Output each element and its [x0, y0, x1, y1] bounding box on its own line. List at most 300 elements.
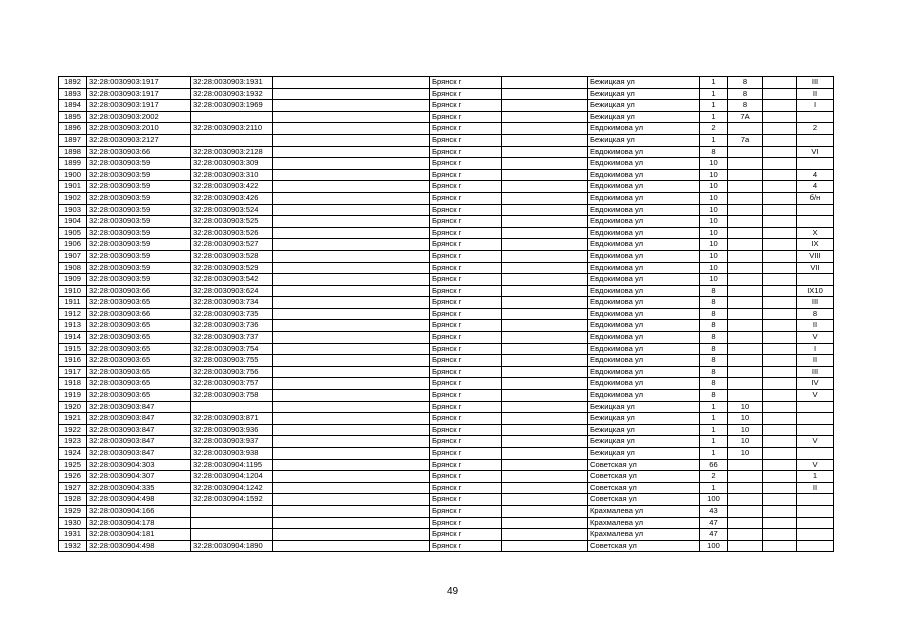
object-cadastral-number-cell: 32:28:0030903:754 [191, 343, 273, 355]
city-cell: Брянск г [430, 494, 502, 506]
premises-number-cell: V [797, 332, 834, 344]
city-cell: Брянск г [430, 239, 502, 251]
building-number-cell: 10 [728, 424, 763, 436]
city-cell: Брянск г [430, 181, 502, 193]
table-row [59, 390, 834, 402]
table-row [59, 343, 834, 355]
table-row [59, 285, 834, 297]
blank-column-cell [273, 366, 430, 378]
premises-number-cell [797, 494, 834, 506]
city-cell: Брянск г [430, 297, 502, 309]
street-cell: Евдокимова ул [588, 181, 700, 193]
building-number-cell [728, 274, 763, 286]
house-number-cell: 10 [700, 227, 728, 239]
building-number-cell [728, 529, 763, 541]
street-cell: Советская ул [588, 494, 700, 506]
blank-column-2-cell [502, 239, 588, 251]
house-number-cell: 2 [700, 123, 728, 135]
table-row [59, 77, 834, 89]
city-cell: Брянск г [430, 216, 502, 228]
table-row [59, 297, 834, 309]
row-number-cell: 1916 [59, 355, 87, 367]
blank-column-2-cell [502, 158, 588, 170]
building-number-cell [728, 123, 763, 135]
city-cell: Брянск г [430, 204, 502, 216]
premises-number-cell: V [797, 390, 834, 402]
house-number-cell: 1 [700, 413, 728, 425]
cadastral-number-cell: 32:28:0030903:847 [87, 401, 191, 413]
blank-column-2-cell [502, 494, 588, 506]
row-number-cell: 1898 [59, 146, 87, 158]
cadastral-number-cell: 32:28:0030903:65 [87, 343, 191, 355]
premises-number-cell: II [797, 482, 834, 494]
blank-column-2-cell [502, 529, 588, 541]
blank-column-cell [273, 216, 430, 228]
city-cell: Брянск г [430, 436, 502, 448]
blank-column-3-cell [763, 355, 797, 367]
premises-number-cell: II [797, 88, 834, 100]
premises-number-cell: 4 [797, 169, 834, 181]
blank-column-2-cell [502, 390, 588, 402]
table-row [59, 134, 834, 146]
house-number-cell: 10 [700, 169, 728, 181]
blank-column-3-cell [763, 297, 797, 309]
house-number-cell: 8 [700, 308, 728, 320]
table-row [59, 216, 834, 228]
city-cell: Брянск г [430, 146, 502, 158]
blank-column-cell [273, 436, 430, 448]
street-cell: Бежицкая ул [588, 401, 700, 413]
blank-column-3-cell [763, 77, 797, 89]
premises-number-cell: IX [797, 239, 834, 251]
house-number-cell: 8 [700, 285, 728, 297]
premises-number-cell [797, 529, 834, 541]
premises-number-cell: V [797, 436, 834, 448]
blank-column-3-cell [763, 250, 797, 262]
blank-column-3-cell [763, 192, 797, 204]
blank-column-cell [273, 448, 430, 460]
blank-column-2-cell [502, 517, 588, 529]
street-cell: Евдокимова ул [588, 390, 700, 402]
row-number-cell: 1894 [59, 100, 87, 112]
table-row [59, 88, 834, 100]
city-cell: Брянск г [430, 192, 502, 204]
street-cell: Евдокимова ул [588, 158, 700, 170]
building-number-cell [728, 390, 763, 402]
building-number-cell: 8 [728, 77, 763, 89]
street-cell: Евдокимова ул [588, 216, 700, 228]
premises-number-cell [797, 413, 834, 425]
row-number-cell: 1907 [59, 250, 87, 262]
blank-column-cell [273, 459, 430, 471]
table-row [59, 181, 834, 193]
table-row [59, 482, 834, 494]
blank-column-cell [273, 227, 430, 239]
house-number-cell: 10 [700, 158, 728, 170]
building-number-cell [728, 308, 763, 320]
table-body [59, 77, 834, 552]
street-cell: Евдокимова ул [588, 366, 700, 378]
premises-number-cell [797, 540, 834, 552]
city-cell: Брянск г [430, 88, 502, 100]
blank-column-3-cell [763, 158, 797, 170]
row-number-cell: 1903 [59, 204, 87, 216]
street-cell: Бежицкая ул [588, 424, 700, 436]
cadastral-number-cell: 32:28:0030903:65 [87, 378, 191, 390]
house-number-cell: 1 [700, 111, 728, 123]
city-cell: Брянск г [430, 274, 502, 286]
blank-column-2-cell [502, 134, 588, 146]
street-cell: Бежицкая ул [588, 100, 700, 112]
blank-column-2-cell [502, 320, 588, 332]
row-number-cell: 1893 [59, 88, 87, 100]
blank-column-cell [273, 123, 430, 135]
table-row [59, 401, 834, 413]
cadastral-number-cell: 32:28:0030903:847 [87, 424, 191, 436]
object-cadastral-number-cell: 32:28:0030903:735 [191, 308, 273, 320]
table-row [59, 471, 834, 483]
blank-column-3-cell [763, 413, 797, 425]
building-number-cell [728, 505, 763, 517]
house-number-cell: 10 [700, 204, 728, 216]
building-number-cell [728, 239, 763, 251]
blank-column-cell [273, 158, 430, 170]
cadastral-number-cell: 32:28:0030903:1917 [87, 88, 191, 100]
object-cadastral-number-cell: 32:28:0030903:624 [191, 285, 273, 297]
table-row [59, 158, 834, 170]
street-cell: Евдокимова ул [588, 204, 700, 216]
street-cell: Евдокимова ул [588, 378, 700, 390]
object-cadastral-number-cell [191, 111, 273, 123]
row-number-cell: 1901 [59, 181, 87, 193]
cadastral-number-cell: 32:28:0030903:59 [87, 169, 191, 181]
row-number-cell: 1896 [59, 123, 87, 135]
cadastral-number-cell: 32:28:0030903:66 [87, 146, 191, 158]
cadastral-number-cell: 32:28:0030903:59 [87, 262, 191, 274]
blank-column-2-cell [502, 192, 588, 204]
premises-number-cell: 4 [797, 181, 834, 193]
table-row [59, 494, 834, 506]
premises-number-cell: II [797, 355, 834, 367]
city-cell: Брянск г [430, 262, 502, 274]
blank-column-3-cell [763, 169, 797, 181]
blank-column-3-cell [763, 262, 797, 274]
building-number-cell: 10 [728, 448, 763, 460]
blank-column-cell [273, 413, 430, 425]
house-number-cell: 10 [700, 192, 728, 204]
row-number-cell: 1929 [59, 505, 87, 517]
table-row [59, 169, 834, 181]
premises-number-cell [797, 111, 834, 123]
row-number-cell: 1899 [59, 158, 87, 170]
blank-column-3-cell [763, 424, 797, 436]
building-number-cell: 10 [728, 413, 763, 425]
object-cadastral-number-cell: 32:28:0030903:737 [191, 332, 273, 344]
row-number-cell: 1908 [59, 262, 87, 274]
street-cell: Бежицкая ул [588, 134, 700, 146]
cadastral-number-cell: 32:28:0030903:59 [87, 181, 191, 193]
street-cell: Евдокимова ул [588, 320, 700, 332]
blank-column-cell [273, 88, 430, 100]
blank-column-2-cell [502, 77, 588, 89]
cadastral-number-cell: 32:28:0030903:59 [87, 227, 191, 239]
house-number-cell: 1 [700, 424, 728, 436]
premises-number-cell [797, 204, 834, 216]
object-cadastral-number-cell: 32:28:0030903:1932 [191, 88, 273, 100]
table-row [59, 123, 834, 135]
cadastral-number-cell: 32:28:0030904:307 [87, 471, 191, 483]
object-cadastral-number-cell: 32:28:0030904:1204 [191, 471, 273, 483]
city-cell: Брянск г [430, 77, 502, 89]
blank-column-2-cell [502, 482, 588, 494]
blank-column-3-cell [763, 343, 797, 355]
house-number-cell: 66 [700, 459, 728, 471]
street-cell: Евдокимова ул [588, 192, 700, 204]
building-number-cell [728, 262, 763, 274]
blank-column-3-cell [763, 181, 797, 193]
blank-column-2-cell [502, 216, 588, 228]
city-cell: Брянск г [430, 158, 502, 170]
object-cadastral-number-cell: 32:28:0030903:755 [191, 355, 273, 367]
house-number-cell: 10 [700, 262, 728, 274]
blank-column-3-cell [763, 274, 797, 286]
street-cell: Бежицкая ул [588, 88, 700, 100]
street-cell: Советская ул [588, 540, 700, 552]
blank-column-cell [273, 505, 430, 517]
object-cadastral-number-cell [191, 505, 273, 517]
house-number-cell: 8 [700, 390, 728, 402]
building-number-cell [728, 366, 763, 378]
row-number-cell: 1910 [59, 285, 87, 297]
blank-column-cell [273, 320, 430, 332]
premises-number-cell [797, 401, 834, 413]
row-number-cell: 1919 [59, 390, 87, 402]
cadastral-number-cell: 32:28:0030903:65 [87, 297, 191, 309]
blank-column-cell [273, 239, 430, 251]
house-number-cell: 8 [700, 146, 728, 158]
premises-number-cell: III [797, 297, 834, 309]
house-number-cell: 1 [700, 401, 728, 413]
blank-column-3-cell [763, 134, 797, 146]
blank-column-cell [273, 146, 430, 158]
row-number-cell: 1931 [59, 529, 87, 541]
blank-column-cell [273, 378, 430, 390]
row-number-cell: 1892 [59, 77, 87, 89]
city-cell: Брянск г [430, 482, 502, 494]
blank-column-3-cell [763, 459, 797, 471]
blank-column-cell [273, 308, 430, 320]
blank-column-2-cell [502, 378, 588, 390]
row-number-cell: 1897 [59, 134, 87, 146]
city-cell: Брянск г [430, 540, 502, 552]
building-number-cell [728, 297, 763, 309]
house-number-cell: 2 [700, 471, 728, 483]
object-cadastral-number-cell: 32:28:0030903:938 [191, 448, 273, 460]
blank-column-2-cell [502, 505, 588, 517]
row-number-cell: 1905 [59, 227, 87, 239]
blank-column-2-cell [502, 355, 588, 367]
street-cell: Бежицкая ул [588, 413, 700, 425]
premises-number-cell: VII [797, 262, 834, 274]
object-cadastral-number-cell [191, 401, 273, 413]
table-row [59, 192, 834, 204]
object-cadastral-number-cell: 32:28:0030903:757 [191, 378, 273, 390]
blank-column-cell [273, 100, 430, 112]
building-number-cell: 7а [728, 134, 763, 146]
house-number-cell: 1 [700, 88, 728, 100]
blank-column-cell [273, 274, 430, 286]
blank-column-3-cell [763, 436, 797, 448]
building-number-cell [728, 204, 763, 216]
city-cell: Брянск г [430, 471, 502, 483]
street-cell: Евдокимова ул [588, 355, 700, 367]
city-cell: Брянск г [430, 227, 502, 239]
house-number-cell: 10 [700, 181, 728, 193]
cadastral-number-cell: 32:28:0030904:181 [87, 529, 191, 541]
house-number-cell: 43 [700, 505, 728, 517]
row-number-cell: 1925 [59, 459, 87, 471]
house-number-cell: 1 [700, 134, 728, 146]
row-number-cell: 1924 [59, 448, 87, 460]
house-number-cell: 10 [700, 274, 728, 286]
table-row [59, 262, 834, 274]
row-number-cell: 1895 [59, 111, 87, 123]
blank-column-3-cell [763, 146, 797, 158]
house-number-cell: 8 [700, 378, 728, 390]
row-number-cell: 1921 [59, 413, 87, 425]
city-cell: Брянск г [430, 505, 502, 517]
blank-column-3-cell [763, 540, 797, 552]
row-number-cell: 1904 [59, 216, 87, 228]
blank-column-cell [273, 192, 430, 204]
premises-number-cell [797, 505, 834, 517]
premises-number-cell [797, 424, 834, 436]
street-cell: Советская ул [588, 471, 700, 483]
street-cell: Евдокимова ул [588, 274, 700, 286]
street-cell: Крахмалева ул [588, 517, 700, 529]
blank-column-cell [273, 262, 430, 274]
building-number-cell [728, 459, 763, 471]
premises-number-cell: VI [797, 146, 834, 158]
building-number-cell [728, 250, 763, 262]
blank-column-cell [273, 285, 430, 297]
blank-column-3-cell [763, 204, 797, 216]
blank-column-2-cell [502, 459, 588, 471]
object-cadastral-number-cell: 32:28:0030904:1242 [191, 482, 273, 494]
building-number-cell [728, 216, 763, 228]
blank-column-2-cell [502, 424, 588, 436]
cadastral-number-cell: 32:28:0030903:65 [87, 332, 191, 344]
blank-column-2-cell [502, 204, 588, 216]
premises-number-cell: VIII [797, 250, 834, 262]
object-cadastral-number-cell: 32:28:0030904:1592 [191, 494, 273, 506]
premises-number-cell: III [797, 77, 834, 89]
object-cadastral-number-cell: 32:28:0030903:734 [191, 297, 273, 309]
premises-number-cell: I [797, 100, 834, 112]
blank-column-2-cell [502, 123, 588, 135]
blank-column-2-cell [502, 181, 588, 193]
cadastral-number-cell: 32:28:0030903:65 [87, 320, 191, 332]
blank-column-2-cell [502, 540, 588, 552]
cadastral-number-cell: 32:28:0030904:335 [87, 482, 191, 494]
blank-column-cell [273, 169, 430, 181]
object-cadastral-number-cell: 32:28:0030903:310 [191, 169, 273, 181]
blank-column-2-cell [502, 343, 588, 355]
blank-column-3-cell [763, 123, 797, 135]
table-row [59, 459, 834, 471]
cadastral-table [58, 76, 834, 552]
table-row [59, 204, 834, 216]
city-cell: Брянск г [430, 285, 502, 297]
table-row [59, 239, 834, 251]
street-cell: Бежицкая ул [588, 448, 700, 460]
blank-column-cell [273, 204, 430, 216]
city-cell: Брянск г [430, 459, 502, 471]
cadastral-number-cell: 32:28:0030903:2127 [87, 134, 191, 146]
blank-column-cell [273, 250, 430, 262]
city-cell: Брянск г [430, 332, 502, 344]
blank-column-cell [273, 424, 430, 436]
object-cadastral-number-cell: 32:28:0030903:422 [191, 181, 273, 193]
building-number-cell [728, 494, 763, 506]
table-row [59, 111, 834, 123]
premises-number-cell [797, 517, 834, 529]
blank-column-2-cell [502, 366, 588, 378]
street-cell: Бежицкая ул [588, 77, 700, 89]
building-number-cell [728, 169, 763, 181]
city-cell: Брянск г [430, 134, 502, 146]
blank-column-3-cell [763, 401, 797, 413]
premises-number-cell: 2 [797, 123, 834, 135]
street-cell: Евдокимова ул [588, 227, 700, 239]
building-number-cell [728, 181, 763, 193]
cadastral-number-cell: 32:28:0030903:847 [87, 448, 191, 460]
street-cell: Евдокимова ул [588, 285, 700, 297]
house-number-cell: 8 [700, 355, 728, 367]
cadastral-number-cell: 32:28:0030903:2002 [87, 111, 191, 123]
city-cell: Брянск г [430, 169, 502, 181]
blank-column-3-cell [763, 88, 797, 100]
blank-column-2-cell [502, 274, 588, 286]
row-number-cell: 1928 [59, 494, 87, 506]
row-number-cell: 1913 [59, 320, 87, 332]
blank-column-cell [273, 482, 430, 494]
house-number-cell: 1 [700, 482, 728, 494]
table-row [59, 146, 834, 158]
cadastral-number-cell: 32:28:0030903:1917 [87, 77, 191, 89]
house-number-cell: 47 [700, 529, 728, 541]
blank-column-3-cell [763, 505, 797, 517]
object-cadastral-number-cell: 32:28:0030903:756 [191, 366, 273, 378]
street-cell: Евдокимова ул [588, 146, 700, 158]
object-cadastral-number-cell: 32:28:0030903:936 [191, 424, 273, 436]
cadastral-number-cell: 32:28:0030904:498 [87, 540, 191, 552]
blank-column-3-cell [763, 216, 797, 228]
blank-column-cell [273, 540, 430, 552]
object-cadastral-number-cell: 32:28:0030904:1890 [191, 540, 273, 552]
city-cell: Брянск г [430, 355, 502, 367]
street-cell: Бежицкая ул [588, 111, 700, 123]
premises-number-cell [797, 134, 834, 146]
city-cell: Брянск г [430, 320, 502, 332]
house-number-cell: 47 [700, 517, 728, 529]
blank-column-2-cell [502, 227, 588, 239]
city-cell: Брянск г [430, 111, 502, 123]
city-cell: Брянск г [430, 123, 502, 135]
object-cadastral-number-cell: 32:28:0030903:525 [191, 216, 273, 228]
street-cell: Евдокимова ул [588, 250, 700, 262]
cadastral-number-cell: 32:28:0030903:1917 [87, 100, 191, 112]
